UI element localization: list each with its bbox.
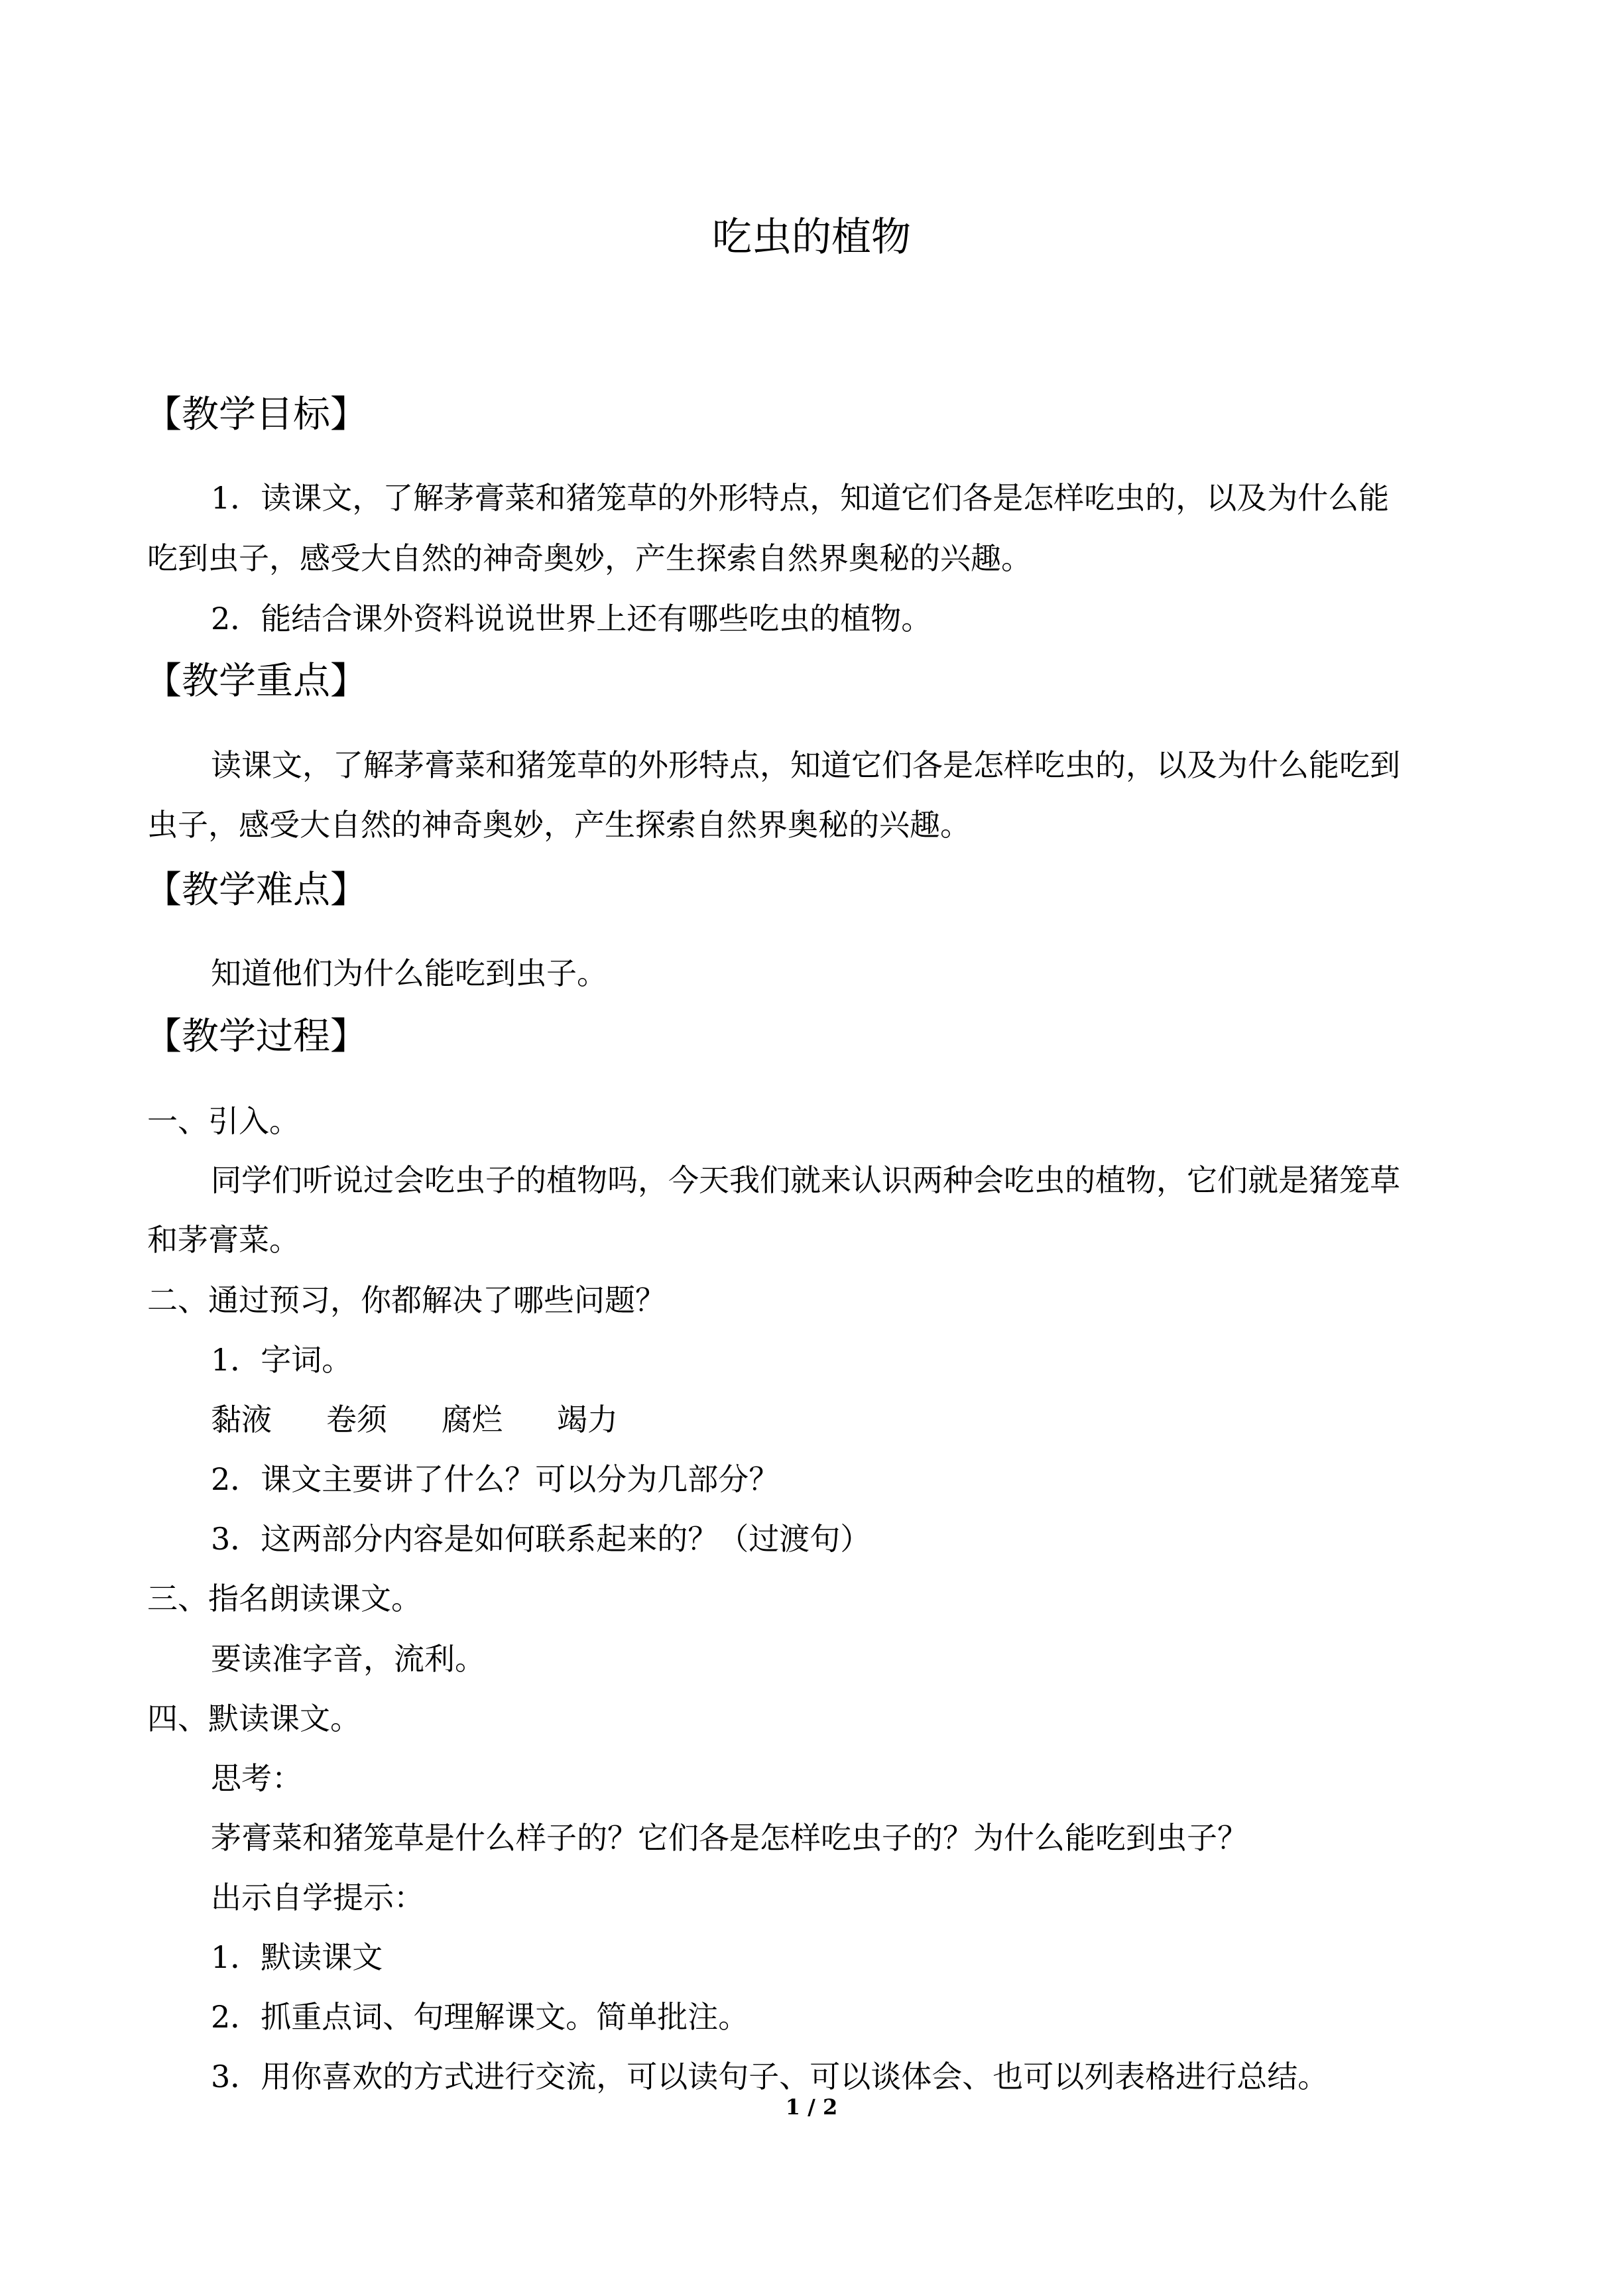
step-4-title: 四、默读课文。: [147, 1701, 361, 1736]
difficulties-line-1: 知道他们为什么能吃到虫子。: [211, 955, 607, 991]
heading-objectives: 【教学目标】: [145, 393, 367, 436]
objective-1-line-1: 1．读课文，了解茅膏菜和猪笼草的外形特点，知道它们各是怎样吃虫的，以及为什么能: [211, 480, 1390, 516]
key-points-line-2: 虫子，感受大自然的神奇奥妙，产生探索自然界奥秘的兴趣。: [147, 807, 971, 843]
vocabulary-list: [211, 1398, 672, 1441]
step-2-item-3: 3．这两部分内容是如何联系起来的？（过渡句）: [211, 1521, 871, 1557]
objective-1-line-2: 吃到虫子，感受大自然的神奇奥妙，产生探索自然界奥秘的兴趣。: [147, 540, 1032, 576]
step-1-line-2: 和茅膏菜。: [147, 1222, 300, 1258]
step-2-title: 二、通过预习，你都解决了哪些问题？: [147, 1282, 666, 1318]
heading-difficulties: 【教学难点】: [145, 869, 367, 912]
heading-key-points: 【教学重点】: [145, 660, 367, 703]
step-4-think: 思考：: [211, 1760, 302, 1796]
step-1-line-1: 同学们听说过会吃虫子的植物吗，今天我们就来认识两种会吃虫的植物，它们就是猪笼草: [211, 1162, 1400, 1198]
heading-process: 【教学过程】: [145, 1015, 367, 1058]
step-1-title: 一、引入。: [147, 1103, 300, 1139]
page-number: 1 / 2: [785, 2094, 838, 2120]
vocab-word: 黏液: [211, 1402, 272, 1437]
step-3-line-1: 要读准字音，流利。: [211, 1641, 485, 1677]
step-4-hint-title: 出示自学提示：: [211, 1880, 424, 1915]
step-3-title: 三、指名朗读课文。: [147, 1581, 422, 1616]
step-2-item-1: 1．字词。: [211, 1342, 353, 1378]
vocab-word: 腐烂: [442, 1402, 503, 1437]
vocab-word: 竭力: [557, 1402, 618, 1437]
step-2-item-2: 2．课文主要讲了什么？可以分为几部分？: [211, 1461, 780, 1497]
objective-2: 2．能结合课外资料说说世界上还有哪些吃虫的植物。: [211, 601, 932, 636]
step-4-hint-2: 2．抓重点词、句理解课文。简单批注。: [211, 1999, 749, 2035]
vocab-word: 卷须: [326, 1402, 387, 1437]
step-4-hint-3: 3．用你喜欢的方式进行交流，可以读句子、可以谈体会、也可以列表格进行总结。: [211, 2059, 1329, 2094]
key-points-line-1: 读课文，了解茅膏菜和猪笼草的外形特点，知道它们各是怎样吃虫的，以及为什么能吃到: [211, 747, 1400, 783]
step-4-question: 茅膏菜和猪笼草是什么样子的？它们各是怎样吃虫子的？为什么能吃到虫子？: [211, 1820, 1248, 1856]
step-4-hint-1: 1．默读课文: [211, 1939, 383, 1975]
page-title: 吃虫的植物: [712, 214, 911, 261]
